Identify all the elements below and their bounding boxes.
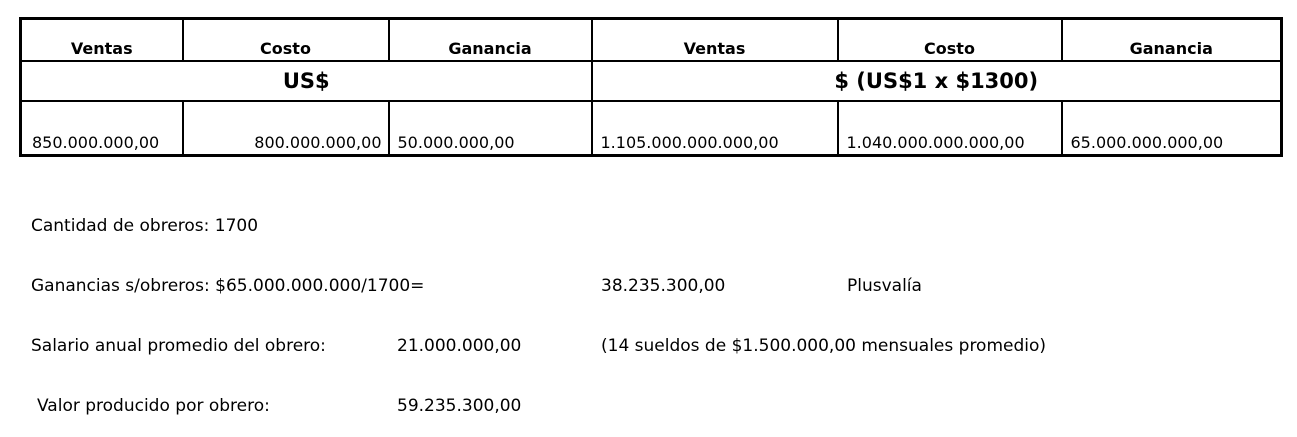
table-header-row bbox=[21, 19, 1282, 62]
annual-salary-value: 21.000.000,00 bbox=[397, 336, 522, 356]
annual-salary-label: Salario anual promedio del obrero: bbox=[31, 336, 326, 356]
surplus-value-note: Plusvalía bbox=[847, 276, 922, 296]
header-ventas-ars: Ventas bbox=[592, 19, 838, 62]
salary-breakdown-note: (14 sueldos de $1.500.000,00 mensuales promedio) bbox=[601, 336, 1047, 356]
header-ganancia-ars: Ganancia bbox=[1062, 19, 1282, 62]
value-ventas-ars: 1.105.000.000.000,00 bbox=[592, 101, 838, 156]
currency-ars-label: $ (US$1 x $1300) bbox=[592, 61, 1282, 101]
value-costo-usd: 800.000.000,00 bbox=[183, 101, 389, 156]
currency-usd-label: US$ bbox=[21, 61, 592, 101]
value-ganancia-usd: 50.000.000,00 bbox=[389, 101, 592, 156]
workers-count-text: Cantidad de obreros: 1700 bbox=[31, 216, 259, 236]
profit-per-worker-label: Ganancias s/obreros: $65.000.000.000/1700= bbox=[31, 276, 425, 296]
value-ganancia-ars: 65.000.000.000,00 bbox=[1062, 101, 1282, 156]
value-per-worker-label: Valor producido por obrero: bbox=[37, 396, 270, 416]
header-costo-usd: Costo bbox=[183, 19, 389, 62]
value-per-worker-value: 59.235.300,00 bbox=[397, 396, 522, 416]
header-ganancia-usd: Ganancia bbox=[389, 19, 592, 62]
profit-per-worker-value: 38.235.300,00 bbox=[601, 276, 726, 296]
values-row bbox=[21, 101, 1282, 156]
header-ventas-usd: Ventas bbox=[21, 19, 183, 62]
value-costo-ars: 1.040.000.000.000,00 bbox=[838, 101, 1062, 156]
currency-row bbox=[21, 61, 1282, 101]
value-ventas-usd: 850.000.000,00 bbox=[21, 101, 183, 156]
sales-table bbox=[19, 17, 1283, 157]
header-costo-ars: Costo bbox=[838, 19, 1062, 62]
